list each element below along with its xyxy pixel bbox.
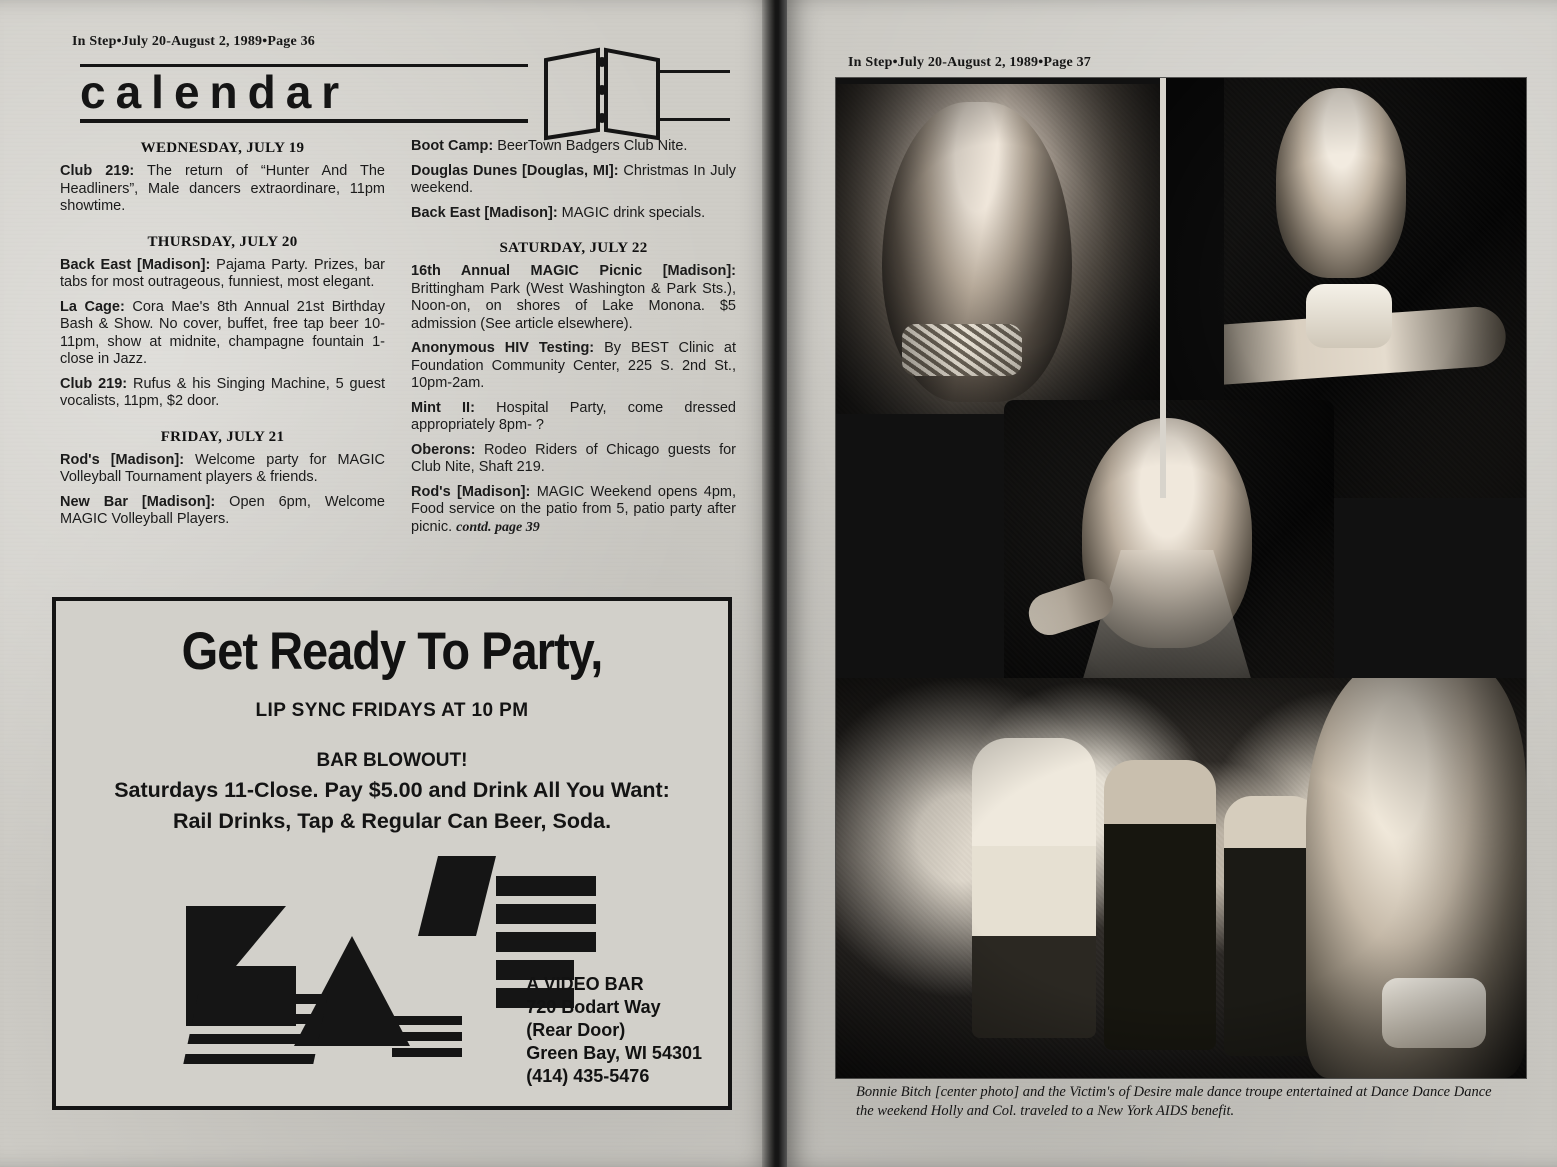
entry-text: Christmas In July weekend. — [411, 162, 736, 196]
entry-venue: Back East [Madison]: — [60, 256, 211, 273]
calendar-columns — [60, 138, 736, 543]
entry-venue: Club 219: — [60, 163, 135, 179]
page-title: calendar — [80, 66, 350, 118]
calendar-entry — [411, 400, 736, 435]
calendar-entry — [411, 138, 736, 156]
entry-text: MAGIC Weekend opens 4pm, Food service on the patio from 5, patio party after picnic. — [411, 483, 736, 535]
entry-text: Cora Mae's 8th Annual 21st Birthday Bash & Show. No cover, buffet, free tap beer 10-11pm, show at midnite, champagne fountain 1-close in Jazz. — [60, 298, 385, 367]
entry-venue: Rod's [Madison]: — [411, 483, 531, 500]
entry-text: Welcome party for MAGIC Volleyball Tournament players & friends. — [60, 451, 385, 485]
entry-venue: La Cage: — [60, 298, 125, 315]
entry-text: BeerTown Badgers Club Nite. — [493, 138, 688, 154]
ad-phone-number: (414) 435-5476 — [526, 1066, 650, 1086]
entry-venue: Rod's [Madison]: — [60, 451, 185, 468]
ad-subhead: LIP SYNC FRIDAYS AT 10 PM — [255, 700, 529, 721]
calendar-entry — [60, 494, 385, 529]
calendar-entry — [411, 205, 736, 223]
entry-venue: Mint II: — [411, 399, 475, 416]
ad-blowout-title: BAR BLOWOUT! — [316, 750, 468, 771]
entry-text: The return of “Hunter And The Headliners”, Male dancers extraordinare, 11pm showtime. — [60, 163, 385, 214]
entry-venue: Anonymous HIV Testing: — [411, 340, 595, 356]
photo-dancer-left — [836, 84, 1160, 414]
dancer-white-briefs — [1382, 978, 1486, 1048]
dancer-briefs — [902, 324, 1022, 376]
calendar-entry — [411, 442, 736, 477]
ad-address-block — [526, 973, 702, 1088]
crowd-person-dark — [1104, 760, 1216, 1050]
masthead-dash-right-bottom — [660, 118, 730, 121]
entry-text: Brittingham Park (West Washington & Park Sts.), Noon-on, on shores of Lake Monona. $5 admission (See article elsewhere). — [411, 280, 736, 332]
advertisement — [52, 597, 732, 1110]
photo-crowd — [836, 678, 1526, 1078]
day-heading: FRIDAY, JULY 21 — [160, 428, 285, 445]
ad-headline: Get Ready To Party, — [181, 620, 603, 681]
entry-text: Rodeo Riders of Chicago guests for Club Nite, Shaft 219. — [411, 441, 736, 475]
entry-venue: New Bar [Madison]: — [60, 493, 216, 510]
open-book-icon — [542, 46, 662, 142]
day-heading: THURSDAY, JULY 20 — [147, 233, 298, 250]
calendar-entry — [411, 340, 736, 393]
calendar-entry — [60, 376, 385, 411]
photo-dancer-back — [1306, 678, 1526, 1078]
calendar-entry — [411, 163, 736, 198]
ad-address-line: (Rear Door) — [526, 1020, 626, 1040]
continued-note: contd. page 39 — [456, 519, 540, 535]
entry-text: Rufus & his Singing Machine, 5 guest vocalists, 11pm, $2 door. — [60, 375, 386, 409]
photo-seam-vertical — [1160, 78, 1166, 498]
calendar-entry — [60, 257, 385, 292]
calendar-entry — [411, 484, 736, 537]
day-heading: WEDNESDAY, JULY 19 — [140, 140, 305, 156]
calendar-entry — [60, 299, 385, 369]
entry-venue: 16th Annual MAGIC Picnic [Madison]: — [411, 263, 736, 279]
day-heading: SATURDAY, JULY 22 — [499, 240, 648, 256]
ad-blowout-line-1: Saturdays 11-Close. Pay $5.00 and Drink All You Want: — [114, 778, 670, 802]
ad-address-line: 720 Bodart Way — [526, 997, 661, 1017]
masthead-rule-bottom — [80, 119, 528, 123]
calendar-entry — [60, 452, 385, 487]
entry-text: Hospital Party, come dressed appropriately 8pm- ? — [411, 399, 736, 433]
calendar-entry — [60, 163, 385, 216]
entry-text: Open 6pm, Welcome MAGIC Volleyball Players. — [60, 493, 385, 527]
performer-head-and-veil — [1082, 418, 1252, 648]
entry-venue: Douglas Dunes [Douglas, MI]: — [411, 162, 619, 179]
dancer-briefs — [1306, 284, 1392, 348]
photo-shadow-overlay — [836, 84, 1160, 414]
calendar-entry — [411, 263, 736, 333]
photo-caption: Bonnie Bitch [center photo] and the Victim's of Desire male dance troupe entertained at Dance Dance Dance the weekend Holly and Col. traveled to a New York AIDS benefit. — [856, 1084, 1492, 1119]
crowd-person-white-shirt — [972, 738, 1096, 1038]
photo-collage — [836, 78, 1526, 1078]
performer-arm — [1024, 574, 1119, 641]
ad-address-line: Green Bay, WI 54301 — [526, 1043, 702, 1063]
crowd-person-back — [1224, 796, 1320, 1056]
folio-right: In Step•July 20-August 2, 1989•Page 37 — [848, 55, 1091, 70]
dancer-figure — [882, 102, 1072, 402]
entry-venue: Boot Camp: — [411, 138, 494, 154]
crowd-person-striped-shirt — [862, 766, 958, 1016]
dancer-legs — [1184, 305, 1507, 387]
calendar-masthead — [72, 60, 732, 130]
calendar-column-left — [60, 138, 385, 543]
entry-venue: Oberons: — [411, 441, 476, 458]
left-page — [0, 0, 775, 1167]
ad-address-line: A VIDEO BAR — [526, 974, 644, 994]
masthead-dash-right-top — [660, 70, 730, 73]
entry-text: By BEST Clinic at Foundation Community Center, 225 S. 2nd St., 10pm-2am. — [411, 340, 736, 391]
entry-text: MAGIC drink specials. — [557, 204, 706, 221]
ad-blowout-line-2: Rail Drinks, Tap & Regular Can Beer, Soda. — [172, 809, 612, 833]
dancer-torso — [1276, 88, 1406, 278]
entry-text: Pajama Party. Prizes, bar tabs for most outrageous, funniest, most elegant. — [60, 256, 385, 290]
entry-venue: Back East [Madison]: — [411, 204, 558, 221]
entry-venue: Club 219: — [60, 375, 128, 392]
calendar-column-right — [411, 138, 736, 543]
folio-left: In Step•July 20-August 2, 1989•Page 36 — [72, 34, 315, 49]
